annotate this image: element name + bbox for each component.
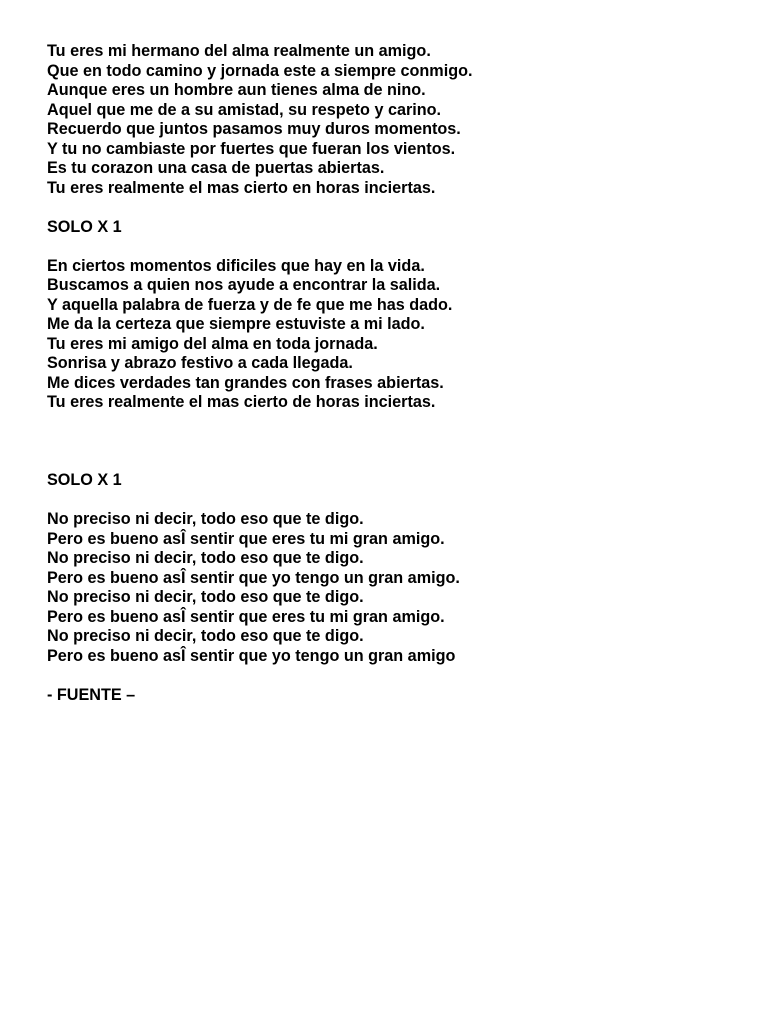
lyrics-body [47, 42, 727, 705]
spacer [47, 413, 727, 472]
lyric-line: Pero es bueno asÎ sentir que yo tengo un gran amigo. [47, 568, 460, 587]
spacer [47, 491, 727, 511]
lyric-line: Pero es bueno asÎ sentir que eres tu mi gran amigo. [47, 529, 445, 548]
stanza-1 [47, 42, 727, 198]
lyric-line: Tu eres mi amigo del alma en toda jornada. [47, 334, 378, 353]
lyric-line: Pero es bueno asÎ sentir que yo tengo un gran amigo [47, 646, 456, 665]
stanza-3 [47, 510, 727, 666]
lyric-line: Recuerdo que juntos pasamos muy duros momentos. [47, 120, 461, 138]
lyric-line: Me da la certeza que siempre estuviste a mi lado. [47, 315, 425, 333]
lyric-line: No preciso ni decir, todo eso que te digo. [47, 627, 364, 645]
lyric-line: Tu eres realmente el mas cierto de horas inciertas. [47, 393, 436, 411]
lyric-line: Aunque eres un hombre aun tienes alma de nino. [47, 81, 426, 99]
lyric-line: Que en todo camino y jornada este a siempre conmigo. [47, 61, 473, 80]
source-label: - FUENTE – [47, 685, 136, 704]
spacer [47, 198, 727, 218]
lyric-line: Me dices verdades tan grandes con frases abiertas. [47, 373, 444, 392]
spacer [47, 666, 727, 686]
stanza-2 [47, 257, 727, 413]
lyric-line: No preciso ni decir, todo eso que te digo. [47, 588, 364, 606]
lyric-line: Aquel que me de a su amistad, su respeto y carino. [47, 100, 442, 119]
solo-marker-1: SOLO X 1 [47, 217, 122, 236]
lyric-line: Buscamos a quien nos ayude a encontrar la salida. [47, 276, 441, 294]
lyric-line: Tu eres realmente el mas cierto en horas inciertas. [47, 178, 436, 197]
lyric-line: No preciso ni decir, todo eso que te digo. [47, 549, 364, 567]
lyric-line: Tu eres mi hermano del alma realmente un amigo. [47, 42, 431, 60]
lyric-line: Y tu no cambiaste por fuertes que fueran los vientos. [47, 139, 456, 158]
lyric-line: En ciertos momentos dificiles que hay en la vida. [47, 256, 425, 275]
lyric-line: Pero es bueno asÎ sentir que eres tu mi gran amigo. [47, 607, 445, 626]
lyric-line: No preciso ni decir, todo eso que te digo. [47, 510, 364, 528]
lyric-line: Y aquella palabra de fuerza y de fe que me has dado. [47, 295, 453, 314]
spacer [47, 237, 727, 257]
solo-marker-2: SOLO X 1 [47, 471, 122, 489]
lyric-line: Es tu corazon una casa de puertas abiertas. [47, 159, 385, 177]
lyric-line: Sonrisa y abrazo festivo a cada llegada. [47, 354, 353, 372]
